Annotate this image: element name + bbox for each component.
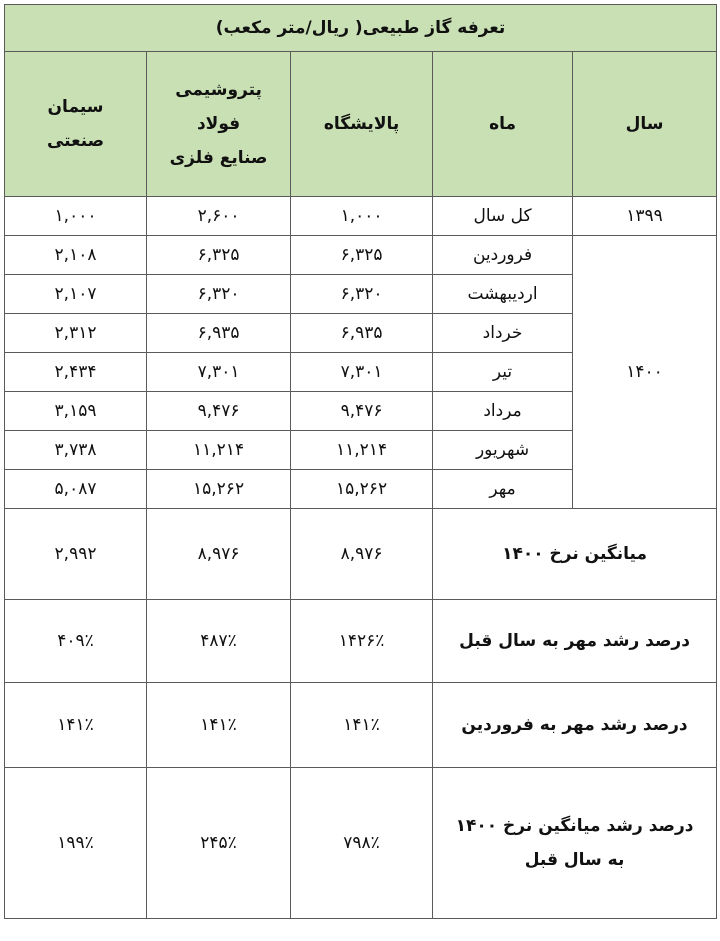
petro-cell: ۴۸۷٪ <box>147 600 291 683</box>
header-petro-line1: پتروشیمی <box>175 80 262 100</box>
growth-label-line1: درصد رشد میانگین نرخ ۱۴۰۰ <box>455 816 694 836</box>
month-cell: اردیبهشت <box>433 275 573 314</box>
month-cell: مرداد <box>433 392 573 431</box>
cement-cell: ۳,۱۵۹ <box>5 392 147 431</box>
gas-tariff-table <box>4 4 717 919</box>
cement-cell: ۲,۱۰۸ <box>5 236 147 275</box>
cement-cell: ۲,۳۱۲ <box>5 314 147 353</box>
cement-cell: ۲,۴۳۴ <box>5 353 147 392</box>
petro-cell: ۶,۹۳۵ <box>147 314 291 353</box>
month-cell: کل سال <box>433 197 573 236</box>
growth-average-row <box>5 768 717 919</box>
refinery-cell: ۱۵,۲۶۲ <box>291 470 433 509</box>
growth-mehr-last-year-row <box>5 600 717 683</box>
refinery-cell: ۷,۳۰۱ <box>291 353 433 392</box>
month-cell: تیر <box>433 353 573 392</box>
average-row <box>5 509 717 600</box>
growth-label <box>433 768 717 919</box>
month-cell: فروردین <box>433 236 573 275</box>
header-petrochemical <box>147 52 291 197</box>
header-cement-line2: صنعتی <box>46 131 105 151</box>
cement-cell: ۱۹۹٪ <box>5 768 147 919</box>
cement-cell: ۳,۷۳۸ <box>5 431 147 470</box>
year-cell-1400: ۱۴۰۰ <box>573 236 717 509</box>
growth-label: درصد رشد مهر به سال قبل <box>433 600 717 683</box>
header-cement-line1: سیمان <box>47 97 104 117</box>
table-row <box>5 236 717 275</box>
refinery-cell: ۱,۰۰۰ <box>291 197 433 236</box>
growth-label-line2: به سال قبل <box>524 850 625 870</box>
header-petro-line2: فولاد <box>196 114 241 134</box>
cement-cell: ۴۰۹٪ <box>5 600 147 683</box>
table-title: تعرفه گاز طبیعی( ریال/متر مکعب) <box>5 5 717 52</box>
header-refinery: پالایشگاه <box>291 52 433 197</box>
petro-cell: ۶,۳۲۵ <box>147 236 291 275</box>
refinery-cell: ۱۱,۲۱۴ <box>291 431 433 470</box>
header-month: ماه <box>433 52 573 197</box>
refinery-cell: ۹,۴۷۶ <box>291 392 433 431</box>
cement-cell: ۲,۱۰۷ <box>5 275 147 314</box>
refinery-cell: ۶,۳۲۵ <box>291 236 433 275</box>
header-petro-line3: صنایع فلزی <box>169 148 268 168</box>
average-label: میانگین نرخ ۱۴۰۰ <box>433 509 717 600</box>
month-cell: خرداد <box>433 314 573 353</box>
header-cement <box>5 52 147 197</box>
month-cell: مهر <box>433 470 573 509</box>
refinery-cell: ۱۴۱٪ <box>291 683 433 768</box>
petro-cell: ۲,۶۰۰ <box>147 197 291 236</box>
petro-cell: ۲۴۵٪ <box>147 768 291 919</box>
tariff-table-frame <box>4 4 716 938</box>
refinery-cell: ۶,۹۳۵ <box>291 314 433 353</box>
petro-cell: ۶,۳۲۰ <box>147 275 291 314</box>
month-cell: شهریور <box>433 431 573 470</box>
refinery-cell: ۶,۳۲۰ <box>291 275 433 314</box>
petro-cell: ۹,۴۷۶ <box>147 392 291 431</box>
cement-cell: ۱,۰۰۰ <box>5 197 147 236</box>
cement-cell: ۵,۰۸۷ <box>5 470 147 509</box>
cement-cell: ۱۴۱٪ <box>5 683 147 768</box>
table-row-1399 <box>5 197 717 236</box>
refinery-cell: ۱۴۲۶٪ <box>291 600 433 683</box>
refinery-cell: ۸,۹۷۶ <box>291 509 433 600</box>
petro-cell: ۸,۹۷۶ <box>147 509 291 600</box>
petro-cell: ۱۱,۲۱۴ <box>147 431 291 470</box>
refinery-cell: ۷۹۸٪ <box>291 768 433 919</box>
year-cell: ۱۳۹۹ <box>573 197 717 236</box>
petro-cell: ۱۴۱٪ <box>147 683 291 768</box>
growth-mehr-farvardin-row <box>5 683 717 768</box>
growth-label: درصد رشد مهر به فروردین <box>433 683 717 768</box>
header-year: سال <box>573 52 717 197</box>
petro-cell: ۷,۳۰۱ <box>147 353 291 392</box>
cement-cell: ۲,۹۹۲ <box>5 509 147 600</box>
petro-cell: ۱۵,۲۶۲ <box>147 470 291 509</box>
